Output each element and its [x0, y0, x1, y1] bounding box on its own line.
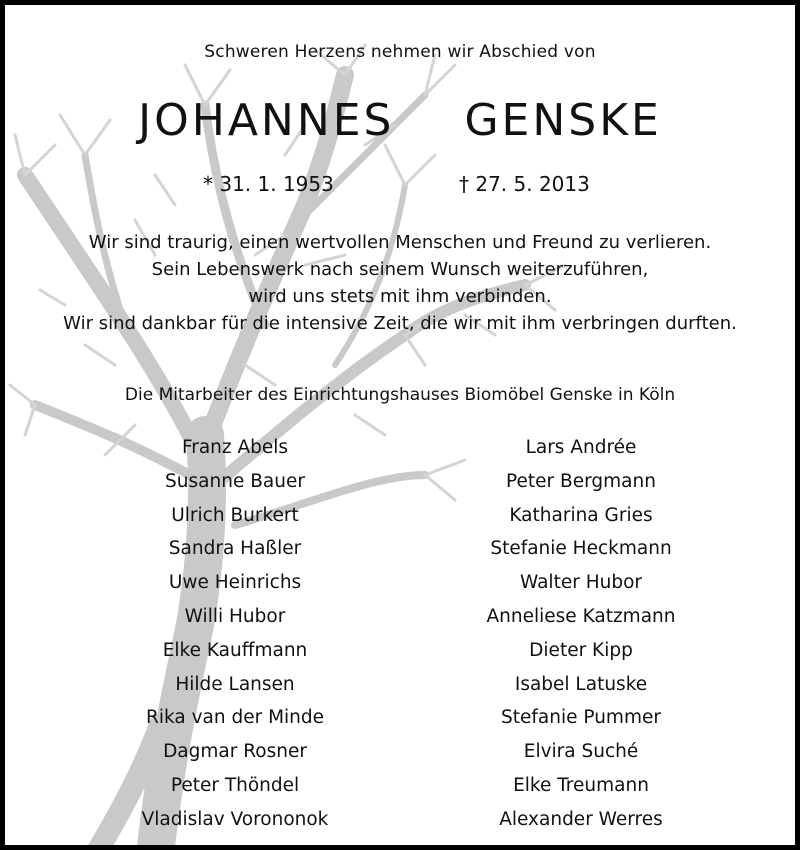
- names-list-right: [431, 431, 731, 837]
- mourner-name: Willi Hubor: [184, 605, 286, 627]
- mourner-name: Sandra Haßler: [168, 538, 302, 560]
- mourner-name: Katharina Gries: [509, 504, 653, 526]
- mourner-name: Anneliese Katzmann: [486, 605, 676, 627]
- names-list-left: [85, 431, 385, 837]
- mourner-name: Stefanie Pummer: [501, 707, 661, 729]
- mourner-name: Alexander Werres: [499, 808, 663, 830]
- intro-text: Schweren Herzens nehmen wir Abschied von: [204, 42, 596, 62]
- mourner-name: Isabel Latuske: [514, 673, 648, 695]
- deceased-name: JOHANNES GENSKE: [138, 95, 662, 146]
- mourner-name: Hilde Lansen: [175, 673, 295, 695]
- mourner-name: Lars Andrée: [525, 437, 637, 458]
- mourner-name: Peter Bergmann: [506, 470, 656, 492]
- mourner-name: Uwe Heinrichs: [168, 572, 302, 594]
- signature-line: Die Mitarbeiter des Einrichtungshauses Biomöbel Genske in Köln: [124, 385, 676, 405]
- mourner-name: Elke Treumann: [513, 774, 649, 796]
- mourner-name: Peter Thöndel: [170, 774, 300, 796]
- death-date: † 27. 5. 2013: [459, 172, 590, 196]
- mourner-name: Elvira Suché: [523, 741, 639, 763]
- notice-content: [5, 5, 795, 845]
- mourner-name: Stefanie Heckmann: [490, 538, 672, 560]
- mourner-name: Susanne Bauer: [165, 470, 305, 492]
- mourner-name: Dagmar Rosner: [163, 741, 307, 763]
- message-line-1: Wir sind traurig, einen wertvollen Menschen und Freund zu verlieren.: [88, 232, 712, 253]
- message-line-2: Sein Lebenswerk nach seinem Wunsch weiterzuführen,: [151, 259, 649, 280]
- birth-date: * 31. 1. 1953: [203, 172, 334, 196]
- mourner-name: Dieter Kipp: [529, 639, 633, 661]
- mourner-name: Walter Hubor: [519, 572, 642, 594]
- mourner-name: Vladislav Vorononok: [141, 808, 329, 830]
- mourner-name: Elke Kauffmann: [162, 639, 308, 661]
- message-line-4: Wir sind dankbar für die intensive Zeit, die wir mit ihm verbringen durften.: [63, 313, 737, 334]
- mourner-name: Franz Abels: [181, 437, 289, 458]
- mourner-name: Rika van der Minde: [145, 707, 325, 729]
- mourner-name: Ulrich Burkert: [171, 504, 299, 526]
- message-line-3: wird uns stets mit ihm verbinden.: [248, 286, 552, 307]
